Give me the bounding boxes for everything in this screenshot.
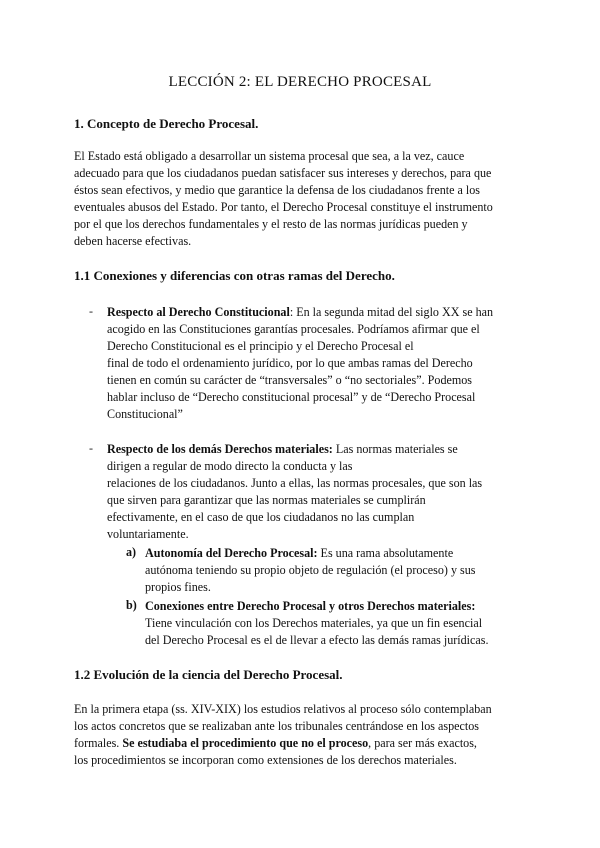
bullet-1-bold: Respecto al Derecho Constitucional [107,305,290,319]
bullet-1-line: hablar incluso de “Derecho constitucional procesal” y de “Derecho Procesal [107,390,476,404]
page-title: LECCIÓN 2: EL DERECHO PROCESAL [168,74,432,90]
bullet-1-line: Constitucional” [107,407,183,421]
paragraph-line-mixed [74,735,477,751]
paragraph-line: El Estado está obligado a desarrollar un sistema procesal que sea, a la vez, cauce [74,149,465,163]
l3-post: , para ser más exactos, [368,736,477,750]
section-1-1-heading: 1.1 Conexiones y diferencias con otras ramas del Derecho. [74,268,395,283]
sub-b-line: Tiene vinculación con los Derechos materiales, ya que un fin esencial [145,616,483,630]
sub-b-label: b) [126,598,137,612]
bullet-2-line: efectivamente, en el caso de que los ciudadanos no las cumplan [107,510,415,524]
bullet-1-first-line [107,304,493,320]
sub-a-line: propios fines. [145,580,211,594]
paragraph-line: En la primera etapa (ss. XIV-XIX) los estudios relativos al proceso sólo contemplaban [74,702,492,716]
paragraph-line: los procedimientos se incorporan como extensiones de los derechos materiales. [74,753,457,767]
bullet-1-line: Derecho Constitucional es el principio y el Derecho Procesal el [107,339,414,353]
bullet-2-line: que sirven para garantizar que las normas materiales se cumplirán [107,493,426,507]
sub-b-bold: Conexiones entre Derecho Procesal y otros Derechos materiales: [145,599,476,613]
paragraph-line: adecuado para que los ciudadanos puedan satisfacer sus intereses y derechos, para que [74,166,492,180]
sub-a-line: autónoma teniendo su propio objeto de regulación (el proceso) y sus [145,563,476,577]
bullet-2-rest: Las normas materiales se [332,442,458,456]
sub-a-rest: Es una rama absolutamente [317,546,454,560]
l3-bold: Se estudiaba el procedimiento que no el proceso [122,736,369,750]
sub-a-bold: Autonomía del Derecho Procesal: [145,546,318,560]
bullet-2-first-line [107,441,458,457]
bullet-1-rest: : En la segunda mitad del siglo XX se han [289,305,494,319]
bullet-marker: - [89,441,93,455]
section-1-2-heading: 1.2 Evolución de la ciencia del Derecho Procesal. [74,667,343,682]
bullet-2-bold: Respecto de los demás Derechos materiales: [107,442,333,456]
paragraph-line: éstos sean efectivos, y medio que garantice la defensa de los ciudadanos frente a los [74,183,480,197]
sub-a-first-line [145,545,453,561]
paragraph-line: por el que los derechos fundamentales y el resto de las normas jurídicas pueden y [74,217,468,231]
bullet-1-line: tienen en común su carácter de “transversales” o “no sectoriales”. Podemos [107,373,473,387]
bullet-2-line: voluntariamente. [107,527,189,541]
bullet-2-line: relaciones de los ciudadanos. Junto a ellas, las normas procesales, que son las [107,476,483,490]
paragraph-line: eventuales abusos del Estado. Por tanto, el Derecho Procesal constituye el instrumento [74,200,493,214]
sub-b-line: del Derecho Procesal es el de llevar a efecto las demás ramas jurídicas. [145,633,489,647]
bullet-marker: - [89,304,93,318]
paragraph-line: deben hacerse efectivas. [74,234,192,248]
section-1-heading: 1. Concepto de Derecho Procesal. [74,116,259,131]
bullet-2-line: dirigen a regular de modo directo la conducta y las [107,459,353,473]
sub-a-label: a) [126,545,137,559]
bullet-1-line: acogido en las Constituciones garantías procesales. Podríamos afirmar que el [107,322,480,336]
l3-pre: formales. [74,736,123,750]
bullet-1-line: final de todo el ordenamiento jurídico, por lo que ambas ramas del Derecho [107,356,473,370]
sub-b-first-line [145,598,475,614]
paragraph-line: los actos concretos que se realizaban ante los tribunales centrándose en los aspectos [74,719,479,733]
